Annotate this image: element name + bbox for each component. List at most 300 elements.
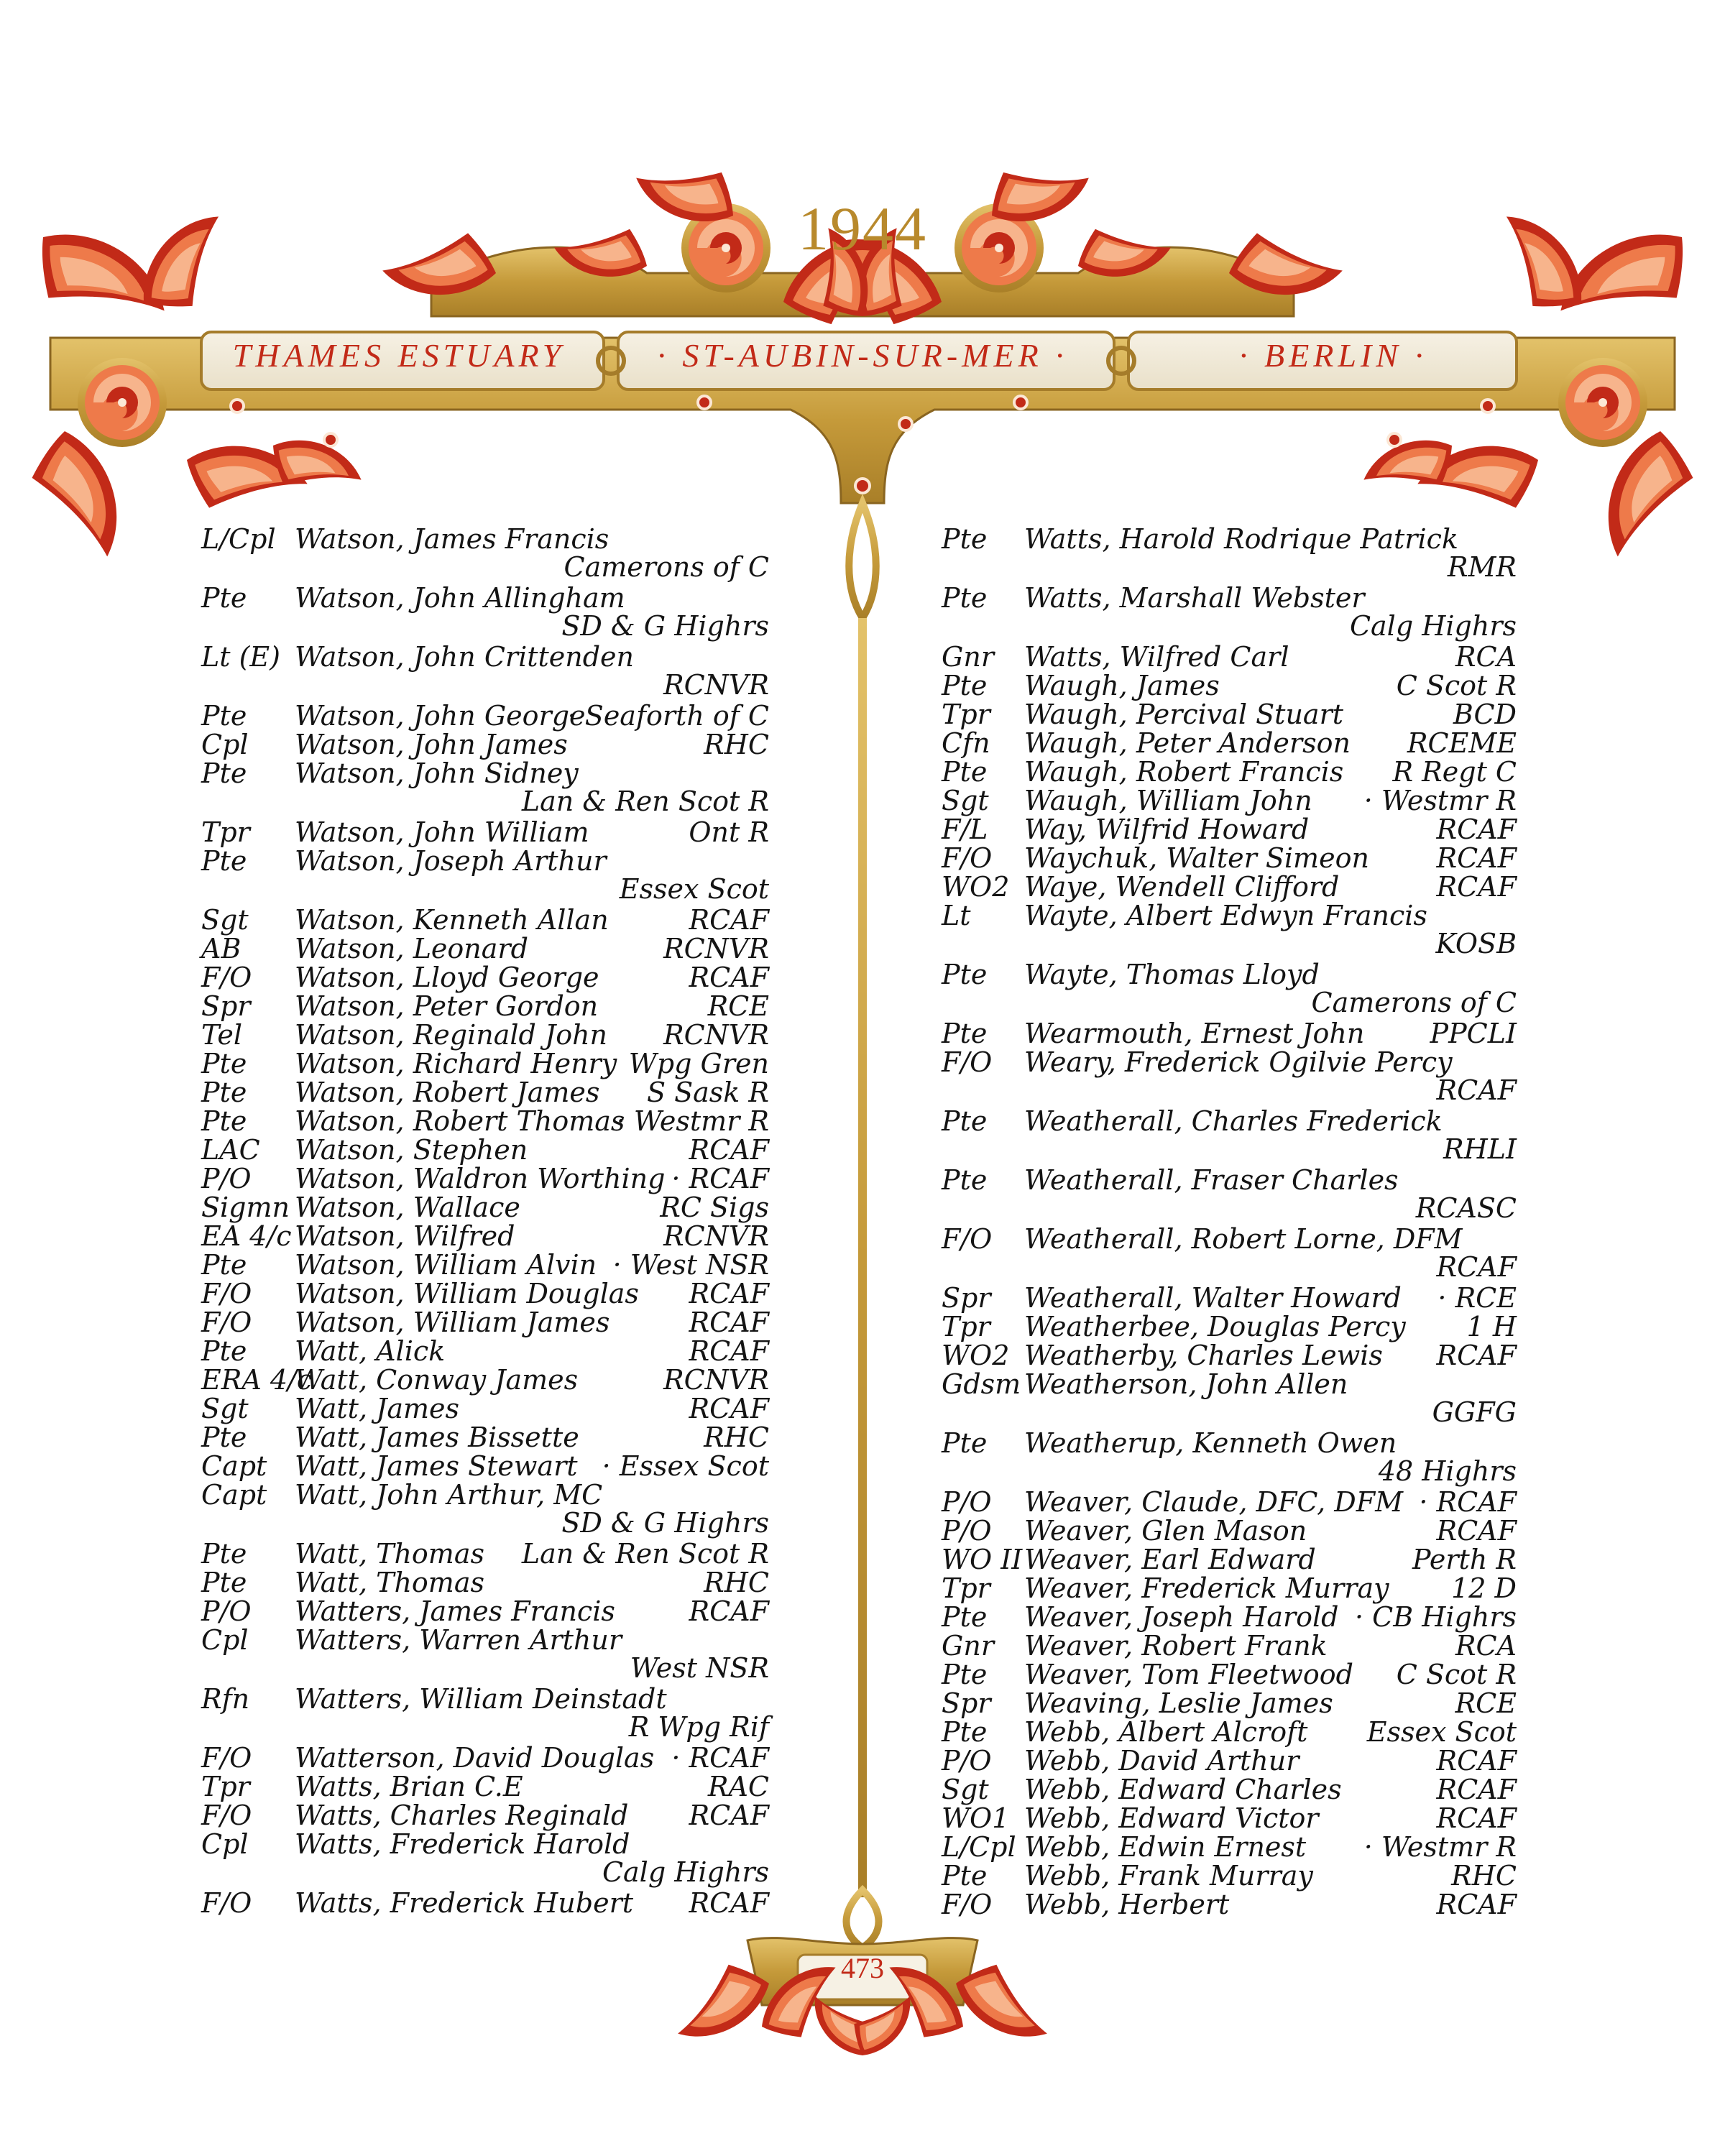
entry-rank: F/L	[942, 814, 988, 845]
entry-unit: RCAF	[1436, 871, 1517, 903]
entry-name: Watson, Joseph Arthur	[295, 845, 607, 877]
entry-rank: F/O	[201, 962, 252, 993]
roll-column-right	[942, 525, 1517, 1919]
entry-name: Weary, Frederick Ogilvie Percy	[1024, 1046, 1453, 1078]
entry-unit: · Westmr R	[616, 1105, 769, 1137]
roll-entry	[201, 1626, 769, 1685]
entry-rank: Spr	[942, 1282, 991, 1314]
entry-rank: EA 4/c	[201, 1220, 292, 1252]
place-label-thames-estuary: THAMES ESTUARY	[232, 337, 566, 374]
entry-unit: SD & G Highrs	[561, 1507, 769, 1539]
entry-rank: F/O	[942, 842, 993, 874]
entry-name: Weatherall, Fraser Charles	[1024, 1164, 1399, 1196]
entry-name: Watts, Frederick Hubert	[295, 1887, 634, 1919]
entry-name: Watt, Thomas	[295, 1538, 484, 1570]
entry-unit: RCAF	[689, 1278, 769, 1309]
entry-unit: · Essex Scot	[602, 1450, 769, 1482]
entry-rank: Capt	[201, 1479, 267, 1511]
roll-entry	[942, 1370, 1517, 1429]
roll-entry	[201, 1049, 769, 1078]
entry-rank: F/O	[201, 1742, 252, 1774]
entry-unit: RCA	[1455, 641, 1517, 673]
roll-entry	[942, 1746, 1517, 1775]
entry-unit: GGFG	[1432, 1396, 1517, 1428]
entry-unit: RCAF	[1436, 1074, 1517, 1106]
entry-name: Webb, Frank Murray	[1024, 1860, 1313, 1892]
entry-name: Waugh, Robert Francis	[1024, 756, 1344, 788]
roll-entry	[942, 1718, 1517, 1746]
entry-name: Weaver, Glen Mason	[1024, 1515, 1307, 1547]
entry-rank: Pte	[201, 1105, 247, 1137]
entry-name: Watson, Robert James	[295, 1077, 600, 1108]
entry-name: Watt, James	[295, 1393, 460, 1424]
entry-unit: RCAF	[1436, 814, 1517, 845]
entry-unit: RCAF	[689, 1887, 769, 1919]
roll-entry	[201, 1250, 769, 1279]
entry-name: Wayte, Thomas Lloyd	[1024, 959, 1320, 990]
entry-rank: Sgt	[942, 785, 989, 816]
entry-rank: Pte	[201, 1538, 247, 1570]
entry-rank: Tpr	[201, 816, 250, 848]
entry-rank: Sgt	[942, 1774, 989, 1805]
roll-entry	[942, 1804, 1517, 1833]
entry-name: Waugh, Peter Anderson	[1024, 727, 1351, 759]
entry-rank: Pte	[942, 1164, 988, 1196]
entry-unit: RMR	[1447, 551, 1517, 583]
entry-rank: P/O	[942, 1486, 992, 1518]
entry-rank: Lt (E)	[201, 641, 280, 673]
entry-name: Weatherall, Walter Howard	[1024, 1282, 1402, 1314]
entry-name: Watt, Conway James	[295, 1364, 579, 1396]
entry-name: Watson, Reginald John	[295, 1019, 608, 1051]
entry-unit: RCNVR	[663, 669, 769, 701]
roll-entry	[942, 1019, 1517, 1048]
roll-entry	[942, 1775, 1517, 1804]
roll-entry	[942, 815, 1517, 844]
roll-entry	[201, 1568, 769, 1597]
roll-entry	[201, 1452, 769, 1480]
roll-entry	[201, 701, 769, 730]
entry-unit: Camerons of C	[1311, 987, 1517, 1018]
entry-unit: Calg Highrs	[602, 1856, 769, 1888]
roll-entry	[201, 1279, 769, 1308]
page-number: 473	[841, 1952, 884, 1984]
entry-name: Watson, William James	[295, 1307, 610, 1338]
entry-rank: Pte	[201, 1249, 247, 1281]
entry-unit: · CB Highrs	[1355, 1601, 1517, 1633]
entry-rank: F/O	[201, 1307, 252, 1338]
entry-unit: Camerons of C	[564, 551, 769, 583]
entry-name: Watson, Robert Thomas	[295, 1105, 625, 1137]
entry-name: Watts, Wilfred Carl	[1024, 641, 1289, 673]
place-label-berlin: · BERLIN ·	[1239, 337, 1427, 374]
roll-entry	[201, 642, 769, 701]
roll-entry	[942, 960, 1517, 1019]
roll-entry	[942, 1833, 1517, 1861]
entry-rank: Pte	[942, 959, 988, 990]
entry-unit: RCAF	[689, 1335, 769, 1367]
entry-unit: Essex Scot	[619, 873, 769, 905]
entry-unit: RCEME	[1407, 727, 1517, 759]
entry-rank: LAC	[201, 1134, 260, 1166]
entry-rank: Pte	[942, 1860, 988, 1892]
entry-name: Watson, James Francis	[295, 523, 610, 555]
entry-unit: RCAF	[689, 1595, 769, 1627]
roll-entry	[942, 872, 1517, 901]
entry-rank: Pte	[942, 523, 988, 555]
entry-unit: PPCLI	[1430, 1018, 1517, 1049]
roll-entry	[201, 1801, 769, 1830]
entry-rank: Sgt	[201, 904, 249, 936]
entry-rank: Pte	[942, 1601, 988, 1633]
entry-name: Waugh, Percival Stuart	[1024, 699, 1344, 730]
roll-entry	[942, 1861, 1517, 1890]
entry-name: Watson, Leonard	[295, 933, 528, 964]
entry-unit: RCA	[1455, 1630, 1517, 1662]
entry-name: Weaver, Claude, DFC, DFM	[1024, 1486, 1403, 1518]
place-label-st-aubin-sur-mer: · ST-AUBIN-SUR-MER ·	[657, 337, 1068, 374]
entry-rank: L/Cpl	[942, 1831, 1016, 1863]
entry-rank: F/O	[942, 1046, 993, 1078]
roll-entry	[201, 1135, 769, 1164]
entry-rank: Tpr	[942, 1311, 990, 1342]
entry-rank: F/O	[942, 1223, 993, 1255]
entry-unit: RCAF	[689, 1393, 769, 1424]
entry-name: Watters, William Deinstadt	[295, 1683, 667, 1715]
entry-name: Weatherall, Robert Lorne, DFM	[1024, 1223, 1463, 1255]
entry-rank: Tpr	[201, 1771, 250, 1802]
roll-entry	[201, 730, 769, 759]
roll-entry	[942, 729, 1517, 757]
roll-entry	[942, 786, 1517, 815]
roll-entry	[201, 1480, 769, 1539]
roll-entry	[942, 1107, 1517, 1166]
entry-rank: Pte	[942, 1427, 988, 1459]
roll-entry	[942, 1660, 1517, 1689]
entry-unit: RHC	[704, 1422, 769, 1453]
entry-rank: Pte	[201, 1422, 247, 1453]
entry-rank: Pte	[201, 700, 247, 732]
entry-unit: RCAF	[1436, 1340, 1517, 1371]
entry-rank: WO1	[942, 1802, 1010, 1834]
entry-name: Watt, Thomas	[295, 1567, 484, 1598]
entry-unit: RHLI	[1443, 1133, 1517, 1165]
entry-name: Watters, James Francis	[295, 1595, 615, 1627]
entry-unit: SD & G Highrs	[561, 610, 769, 642]
entry-name: Watson, Peter Gordon	[295, 990, 599, 1022]
entry-unit: · Seaforth of C	[567, 700, 769, 732]
entry-rank: Pte	[201, 1077, 247, 1108]
entry-unit: RCAF	[1436, 1515, 1517, 1547]
entry-unit: RCAF	[689, 1307, 769, 1338]
entry-unit: Lan & Ren Scot R	[521, 1538, 769, 1570]
entry-unit: RHC	[704, 729, 769, 760]
entry-name: Watterson, David Douglas	[295, 1742, 655, 1774]
entry-name: Weaver, Tom Fleetwood	[1024, 1659, 1353, 1690]
entry-unit: R Regt C	[1392, 756, 1517, 788]
entry-rank: Pte	[942, 1105, 988, 1137]
entry-unit: Wpg Gren	[628, 1048, 769, 1079]
roll-entry	[201, 525, 769, 584]
entry-rank: F/O	[201, 1278, 252, 1309]
entry-name: Webb, Albert Alcroft	[1024, 1716, 1308, 1748]
roll-entry	[201, 847, 769, 906]
entry-unit: RCASC	[1415, 1192, 1517, 1224]
entry-unit: · RCE	[1438, 1282, 1517, 1314]
entry-name: Weaving, Leslie James	[1024, 1687, 1333, 1719]
entry-unit: RCAF	[689, 1800, 769, 1831]
entry-unit: · RCAF	[671, 1742, 769, 1774]
entry-name: Watson, William Douglas	[295, 1278, 639, 1309]
entry-unit: · RCAF	[1419, 1486, 1517, 1518]
entry-unit: 1 H	[1466, 1311, 1517, 1342]
roll-entry	[201, 1685, 769, 1743]
roll-entry	[942, 584, 1517, 642]
roll-entry	[201, 1021, 769, 1049]
entry-name: Watt, James Bissette	[295, 1422, 579, 1453]
roll-entry	[942, 700, 1517, 729]
roll-entry	[201, 584, 769, 642]
entry-name: Watt, John Arthur, MC	[295, 1479, 603, 1511]
roll-entry	[201, 1394, 769, 1423]
roll-entry	[201, 1107, 769, 1135]
entry-rank: P/O	[201, 1163, 252, 1194]
entry-name: Watson, William Alvin	[295, 1249, 597, 1281]
entry-rank: Gdsm	[942, 1368, 1021, 1400]
roll-entry	[201, 1889, 769, 1917]
roll-entry	[942, 525, 1517, 584]
entry-unit: RCAF	[1436, 1774, 1517, 1805]
roll-entry	[942, 1225, 1517, 1284]
entry-name: Waugh, William John	[1024, 785, 1312, 816]
roll-entry	[942, 1341, 1517, 1370]
entry-unit: RCAF	[689, 962, 769, 993]
entry-name: Watson, John Crittenden	[295, 641, 635, 673]
entry-rank: Pte	[201, 582, 247, 614]
entry-rank: Cpl	[201, 1624, 249, 1656]
entry-name: Watts, Charles Reginald	[295, 1800, 629, 1831]
entry-name: Weatherall, Charles Frederick	[1024, 1105, 1443, 1137]
entry-unit: S Sask R	[646, 1077, 769, 1108]
entry-unit: Perth R	[1412, 1544, 1517, 1575]
entry-unit: RHC	[704, 1567, 769, 1598]
entry-rank: Pte	[942, 670, 988, 701]
roll-entry	[201, 1222, 769, 1250]
entry-name: Weatherbee, Douglas Percy	[1024, 1311, 1406, 1342]
entry-unit: R Wpg Rif	[628, 1711, 769, 1743]
entry-name: Watson, John James	[295, 729, 568, 760]
entry-rank: P/O	[942, 1515, 992, 1547]
roll-entry	[201, 963, 769, 992]
entry-unit: C Scot R	[1396, 1659, 1517, 1690]
entry-name: Weatherson, John Allen	[1024, 1368, 1348, 1400]
entry-name: Watson, John Sidney	[295, 757, 579, 789]
roll-entry	[201, 1539, 769, 1568]
entry-name: Waugh, James	[1024, 670, 1220, 701]
entry-name: Weaver, Robert Frank	[1024, 1630, 1328, 1662]
roll-entry	[201, 1078, 769, 1107]
entry-rank: Sgt	[201, 1393, 249, 1424]
entry-rank: Pte	[201, 1567, 247, 1598]
entry-unit: RCNVR	[663, 1220, 769, 1252]
entry-unit: RC Sigs	[660, 1192, 769, 1223]
entry-name: Wayte, Albert Edwyn Francis	[1024, 900, 1427, 931]
entry-unit: West NSR	[630, 1652, 769, 1684]
roll-entry	[942, 1312, 1517, 1341]
roll-entry	[942, 757, 1517, 786]
entry-name: Webb, David Arthur	[1024, 1745, 1300, 1777]
entry-rank: Rfn	[201, 1683, 250, 1715]
entry-name: Weaver, Frederick Murray	[1024, 1572, 1389, 1604]
entry-unit: RCAF	[1436, 1802, 1517, 1834]
entry-name: Watson, Wallace	[295, 1192, 520, 1223]
entry-name: Watson, John William	[295, 816, 589, 848]
entry-rank: WO2	[942, 1340, 1010, 1371]
entry-rank: L/Cpl	[201, 523, 276, 555]
entry-name: Watson, Lloyd George	[295, 962, 599, 993]
roll-entry	[201, 992, 769, 1021]
entry-rank: Sigmn	[201, 1192, 290, 1223]
entry-name: Watt, Alick	[295, 1335, 446, 1367]
roll-entry	[942, 1166, 1517, 1225]
entry-rank: Pte	[942, 756, 988, 788]
entry-unit: KOSB	[1435, 928, 1517, 959]
entry-name: Watts, Harold Rodrique Patrick	[1024, 523, 1458, 555]
roll-entry	[942, 1890, 1517, 1919]
roll-entry	[201, 759, 769, 818]
entry-rank: Pte	[942, 1018, 988, 1049]
entry-unit: RCE	[1455, 1687, 1517, 1719]
roll-entry	[942, 1631, 1517, 1660]
entry-unit: Ont R	[689, 816, 769, 848]
entry-unit: Lan & Ren Scot R	[521, 786, 769, 817]
roll-entry	[201, 1193, 769, 1222]
entry-name: Webb, Edward Charles	[1024, 1774, 1342, 1805]
roll-entry	[942, 1284, 1517, 1312]
roll-entry	[201, 1164, 769, 1193]
entry-name: Waye, Wendell Clifford	[1024, 871, 1340, 903]
entry-unit: Calg Highrs	[1349, 610, 1517, 642]
entry-unit: C Scot R	[1396, 670, 1517, 701]
entry-unit: RCAF	[1436, 1745, 1517, 1777]
entry-unit: 12 D	[1451, 1572, 1517, 1604]
roll-column-left	[201, 525, 769, 1917]
entry-rank: Pte	[201, 1335, 247, 1367]
roll-entry	[942, 1574, 1517, 1603]
entry-rank: Spr	[201, 990, 251, 1022]
entry-unit: Essex Scot	[1366, 1716, 1517, 1748]
entry-unit: · Westmr R	[1363, 1831, 1517, 1863]
roll-entry	[942, 844, 1517, 872]
entry-unit: RAC	[707, 1771, 769, 1802]
entry-rank: Spr	[942, 1687, 991, 1719]
entry-name: Watson, John George	[295, 700, 586, 732]
entry-name: Webb, Edwin Ernest	[1024, 1831, 1307, 1863]
entry-name: Waychuk, Walter Simeon	[1024, 842, 1369, 874]
entry-name: Watson, Wilfred	[295, 1220, 515, 1252]
entry-rank: Tel	[201, 1019, 243, 1051]
roll-entry	[942, 901, 1517, 960]
entry-rank: Pte	[201, 1048, 247, 1079]
entry-name: Watson, Kenneth Allan	[295, 904, 609, 936]
entry-name: Watters, Warren Arthur	[295, 1624, 622, 1656]
roll-entry	[942, 1689, 1517, 1718]
entry-unit: BCD	[1453, 699, 1517, 730]
roll-entry	[201, 934, 769, 963]
roll-entry	[201, 1365, 769, 1394]
entry-unit: RCAF	[1436, 1889, 1517, 1920]
entry-rank: ERA 4/c	[201, 1364, 313, 1396]
roll-entry	[942, 1516, 1517, 1545]
entry-name: Weatherup, Kenneth Owen	[1024, 1427, 1397, 1459]
entry-name: Weatherby, Charles Lewis	[1024, 1340, 1383, 1371]
entry-rank: WO II	[942, 1544, 1023, 1575]
entry-rank: Pte	[942, 1659, 988, 1690]
roll-entry	[942, 1603, 1517, 1631]
roll-entry	[201, 818, 769, 847]
roll-entry	[942, 642, 1517, 671]
entry-name: Watt, James Stewart	[295, 1450, 578, 1482]
entry-rank: Cpl	[201, 1828, 249, 1860]
roll-entry	[201, 1830, 769, 1889]
entry-name: Weaver, Earl Edward	[1024, 1544, 1316, 1575]
roll-entry	[201, 1772, 769, 1801]
entry-rank: Capt	[201, 1450, 267, 1482]
entry-rank: F/O	[201, 1800, 252, 1831]
roll-entry	[201, 1423, 769, 1452]
entry-rank: Tpr	[942, 699, 990, 730]
roll-entry	[942, 1545, 1517, 1574]
entry-rank: F/O	[942, 1889, 993, 1920]
entry-rank: P/O	[201, 1595, 252, 1627]
entry-unit: RCAF	[689, 904, 769, 936]
entry-unit: · Westmr R	[1363, 785, 1517, 816]
entry-unit: RCAF	[1436, 842, 1517, 874]
entry-rank: Cfn	[942, 727, 990, 759]
entry-unit: · West NSR	[612, 1249, 769, 1281]
entry-unit: RCNVR	[663, 1019, 769, 1051]
entry-name: Watts, Brian C.E	[295, 1771, 523, 1802]
entry-rank: Pte	[201, 845, 247, 877]
roll-entry	[942, 1488, 1517, 1516]
entry-unit: RCNVR	[663, 1364, 769, 1396]
entry-name: Weaver, Joseph Harold	[1024, 1601, 1339, 1633]
entry-name: Watts, Frederick Harold	[295, 1828, 630, 1860]
entry-rank: Lt	[942, 900, 971, 931]
entry-rank: Cpl	[201, 729, 249, 760]
entry-rank: Pte	[942, 582, 988, 614]
entry-unit: RCAF	[1436, 1251, 1517, 1283]
entry-name: Watson, John Allingham	[295, 582, 625, 614]
entry-rank: Tpr	[942, 1572, 990, 1604]
roll-entry	[201, 1337, 769, 1365]
entry-unit: RCNVR	[663, 933, 769, 964]
entry-name: Webb, Herbert	[1024, 1889, 1230, 1920]
roll-entry	[201, 1308, 769, 1337]
entry-rank: AB	[201, 933, 242, 964]
entry-name: Watson, Richard Henry	[295, 1048, 617, 1079]
entry-rank: Pte	[201, 757, 247, 789]
entry-unit: RCE	[707, 990, 769, 1022]
entry-name: Way, Wilfrid Howard	[1024, 814, 1310, 845]
entry-rank: WO2	[942, 871, 1010, 903]
page-title: 1944	[798, 194, 927, 263]
roll-entry	[201, 1743, 769, 1772]
entry-name: Watts, Marshall Webster	[1024, 582, 1365, 614]
entry-name: Wearmouth, Ernest John	[1024, 1018, 1365, 1049]
entry-name: Watson, Stephen	[295, 1134, 528, 1166]
entry-rank: Gnr	[942, 1630, 994, 1662]
